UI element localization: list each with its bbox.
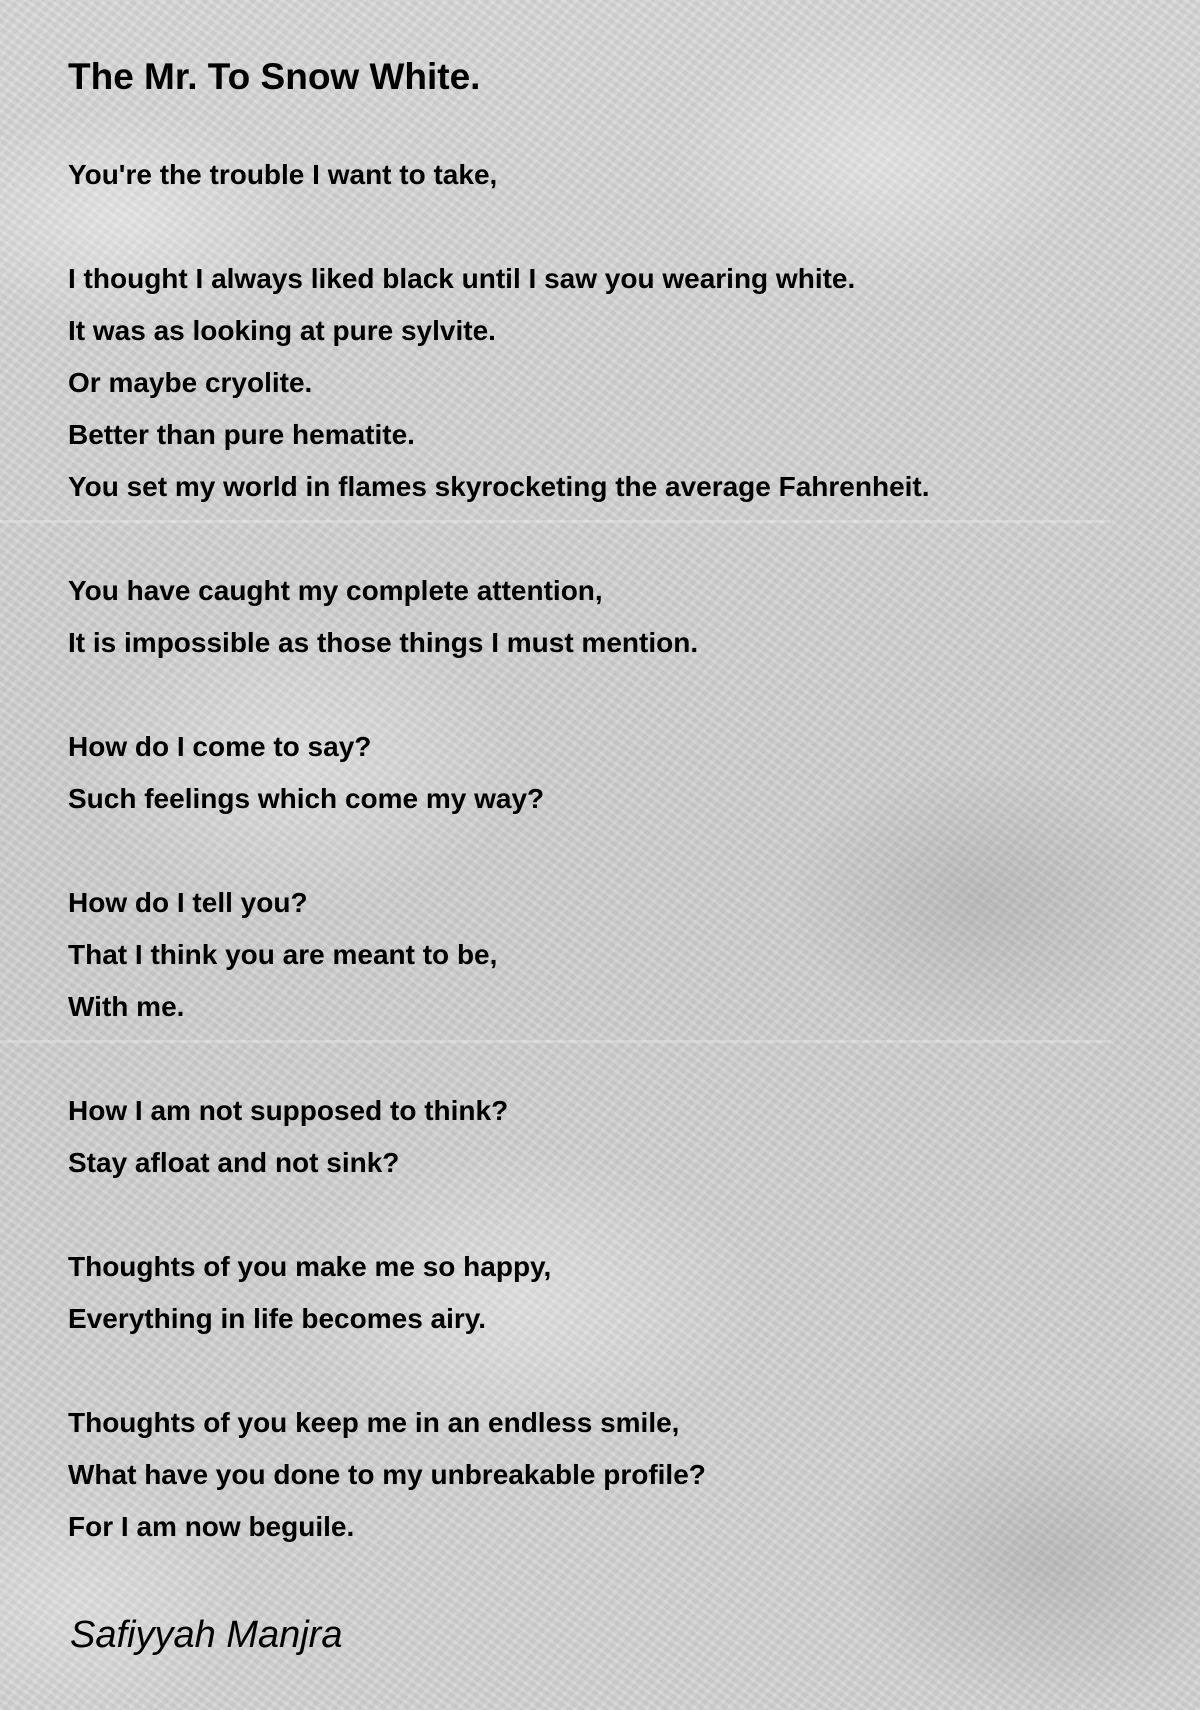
poem-author: Safiyyah Manjra <box>70 1614 343 1656</box>
poem-line: For I am now beguile. <box>68 1511 355 1542</box>
poem-line: It is impossible as those things I must mention. <box>68 627 699 658</box>
poem-line: Thoughts of you keep me in an endless smile, <box>68 1407 680 1438</box>
stanza-break <box>68 825 930 877</box>
poem-line: Such feelings which come my way? <box>68 783 545 814</box>
poem-line: Everything in life becomes airy. <box>68 1303 487 1334</box>
poem-line: That I think you are meant to be, <box>68 939 498 970</box>
stanza-break <box>68 513 930 565</box>
poem-line: You have caught my complete attention, <box>68 575 603 606</box>
poem-line: You set my world in flames skyrocketing the average Fahrenheit. <box>68 471 930 502</box>
poem-line: What have you done to my unbreakable profile? <box>68 1459 706 1490</box>
poem-title: The Mr. To Snow White. <box>68 56 481 97</box>
stanza-break <box>68 1033 930 1085</box>
poem-line: Better than pure hematite. <box>68 419 415 450</box>
poem-body <box>68 149 930 1553</box>
stanza-break <box>68 201 930 253</box>
poem-line: Or maybe cryolite. <box>68 367 313 398</box>
stanza-break <box>68 669 930 721</box>
poem-line: I thought I always liked black until I saw you wearing white. <box>68 263 856 294</box>
poem-line: It was as looking at pure sylvite. <box>68 315 496 346</box>
poem-line: How do I tell you? <box>68 887 308 918</box>
poem-line: With me. <box>68 991 185 1022</box>
poem-line: How do I come to say? <box>68 731 372 762</box>
stanza-break <box>68 1345 930 1397</box>
stanza-break <box>68 1189 930 1241</box>
poem-line: Thoughts of you make me so happy, <box>68 1251 552 1282</box>
poem-line: How I am not supposed to think? <box>68 1095 509 1126</box>
poem-line: Stay afloat and not sink? <box>68 1147 400 1178</box>
poem-line: You're the trouble I want to take, <box>68 159 498 190</box>
